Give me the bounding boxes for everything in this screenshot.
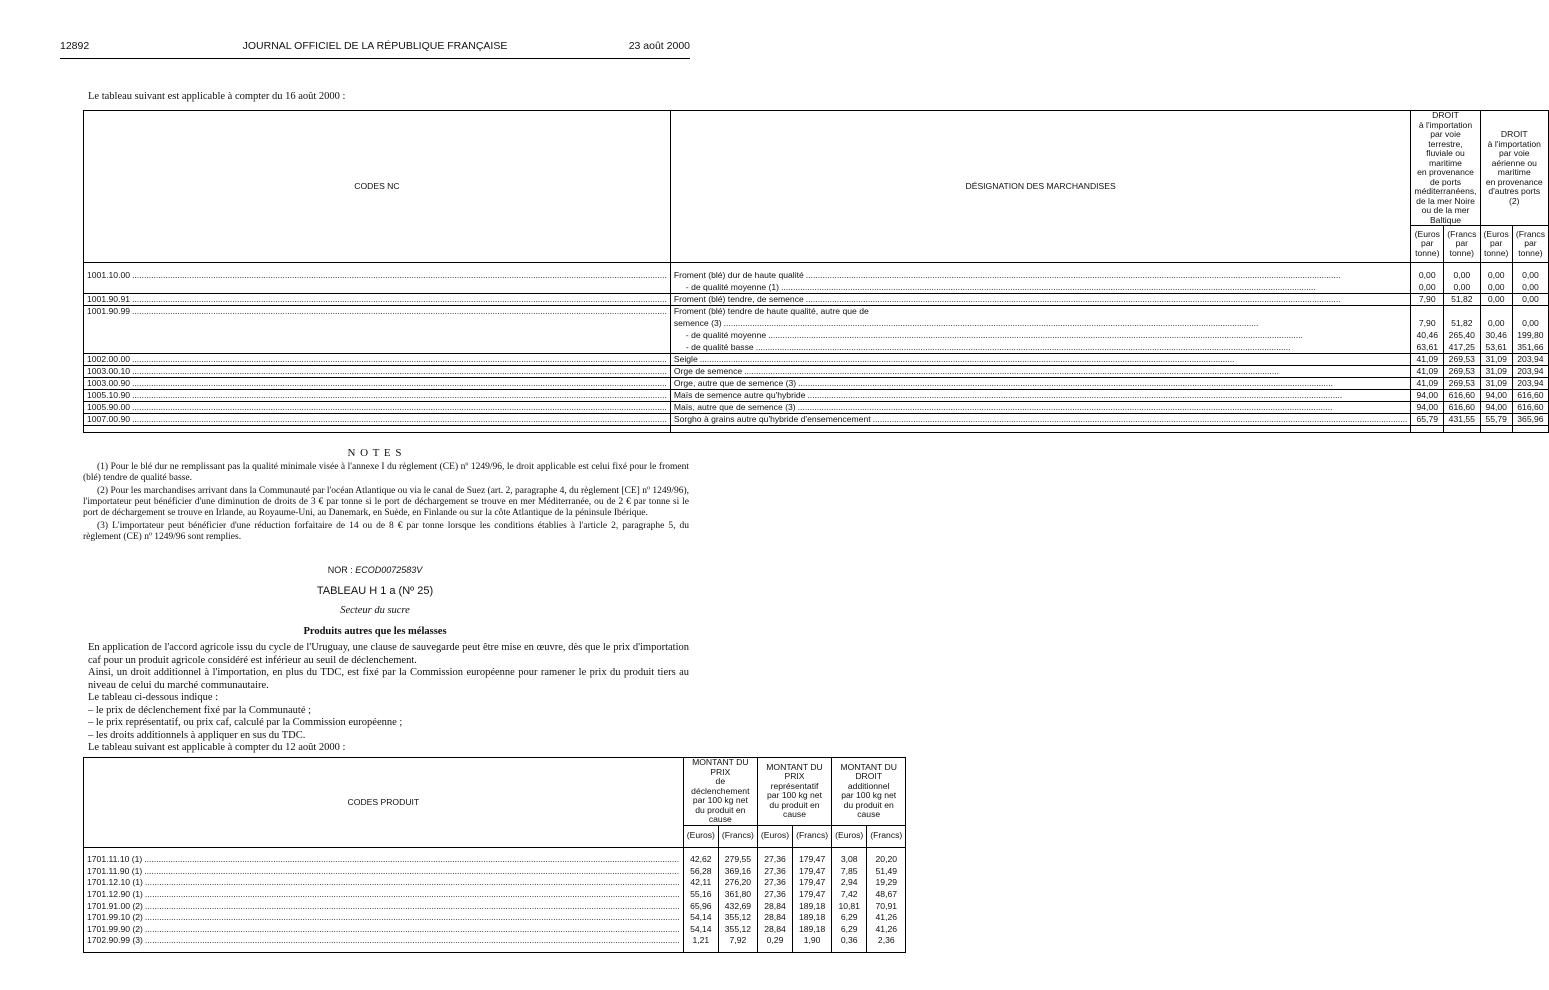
duty-value: 41,09 [1411,377,1444,389]
duty-value: 203,94 [1512,353,1548,365]
nc-code: 1001.10.00 [87,270,131,280]
tableau-title: TABLEAU H 1 a (Nº 25) [316,585,434,597]
header-line: additionnel [847,780,890,791]
sugar-prices-table [83,757,906,953]
duty-value: 30,46 [1480,329,1512,341]
duty-value: 0,00 [1512,281,1548,293]
duty-value: 0,00 [1512,317,1548,329]
duty-value: 0,00 [1444,269,1480,281]
duty-value: 65,79 [1411,413,1444,425]
header-line: (Euros [1414,228,1440,239]
price-value: 179,47 [793,854,832,866]
designation: - de qualité moyenne [685,330,767,340]
price-value: 179,47 [793,877,832,889]
duty-value: 0,00 [1480,269,1512,281]
designation: Froment (blé) dur de haute qualité [673,270,804,280]
duty-value: 40,46 [1411,329,1444,341]
duty-value: 365,96 [1512,413,1548,425]
note-3: (3) L'importateur peut bénéficier d'une réduction forfaitaire de 14 ou de 8 € par tonne lorsque les conditions établies à l'article 2, paragraphe 5, du règlement (CE) nº 1249/96 sont remplies. [83,521,689,542]
nc-code-cell [84,329,671,341]
duty-value: 94,00 [1480,389,1512,401]
header-line: en provenance de ports [1417,167,1474,187]
note-1: (1) Pour le blé dur ne remplissant pas la qualité minimale visée à l'annexe I du règlement (CE) nº 1249/96, le droit applicable est celui fixé pour le froment (blé) tendre de qualité basse. [83,462,689,483]
table-row [84,900,906,912]
col-header-codes: CODES NC [84,111,671,263]
table-row [84,365,1549,377]
nc-code-cell [84,365,671,377]
table-row [84,281,1549,293]
designation-cell [670,305,1411,317]
table-row [84,865,906,877]
page-header [60,40,690,54]
nc-code: 1003.00.10 [87,366,131,376]
header-line: en provenance [1485,176,1543,187]
notes-block [83,462,689,543]
nc-code-cell [84,389,671,401]
table-row [84,305,1549,317]
nc-code: 1002.00.00 [87,354,131,364]
col-header-francs: (Francs) [718,825,757,847]
product-code: 1701.12.10 (1) [87,877,143,888]
duty-value: 351,66 [1512,341,1548,353]
price-value: 1,90 [793,935,832,947]
price-value: 1,21 [683,935,718,947]
table-row [84,923,906,935]
product-code: 1701.12.90 (1) [87,889,143,900]
price-value: 2,36 [867,935,906,947]
price-value: 189,18 [793,900,832,912]
col-group-additional-duty [832,758,906,826]
header-line: méditerranéens, [1414,186,1477,196]
header-line: MONTANT DU DROIT [840,761,897,782]
price-value: 20,20 [867,854,906,866]
table2-intro: Le tableau suivant est applicable à compter du 12 août 2000 : [88,742,346,753]
duty-value: 269,53 [1444,365,1480,377]
header-line: (Euros [1483,228,1509,239]
header-line: terrestre, fluviale ou maritime [1426,138,1465,168]
nc-code-cell [84,293,671,305]
duty-value [1444,305,1480,317]
header-line: du produit en cause [769,799,820,820]
duty-value: 417,25 [1444,341,1480,353]
price-value: 2,94 [832,877,867,889]
duty-value: 31,09 [1480,353,1512,365]
price-value: 65,96 [683,900,718,912]
price-value: 361,80 [718,888,757,900]
nc-code-cell [84,401,671,413]
duty-value: 269,53 [1444,353,1480,365]
duty-value: 51,82 [1444,317,1480,329]
price-value: 355,12 [718,923,757,935]
col-header-francs [1444,226,1480,263]
nc-code: 1001.90.91 [87,294,131,304]
designation: Orge de semence [673,366,743,376]
col-header-francs: (Francs) [867,825,906,847]
price-value: 27,36 [757,865,792,877]
header-line: MONTANT DU PRIX [766,761,823,782]
products-title: Produits autres que les mélasses [303,626,447,637]
price-value: 179,47 [793,888,832,900]
price-value: 19,29 [867,877,906,889]
product-code-cell [84,854,684,866]
duty-value: 616,60 [1512,401,1548,413]
duty-value: 63,61 [1411,341,1444,353]
header-line: d'autres ports (2) [1488,186,1541,206]
price-value: 276,20 [718,877,757,889]
header-line: (Francs [1515,228,1545,239]
table-row [84,911,906,923]
col-group-mediterranean-ports [1411,111,1480,226]
col-header-designation: DÉSIGNATION DES MARCHANDISES [670,111,1411,263]
col-header-euros: (Euros) [832,825,867,847]
designation: Maïs, autre que de semence (3) [673,402,796,412]
sector-title: Secteur du sucre [340,605,410,616]
table-row [84,377,1549,389]
product-code-cell [84,877,684,889]
duty-value: 203,94 [1512,365,1548,377]
price-value: 7,85 [832,865,867,877]
header-line: représentatif [770,780,819,791]
product-code-cell [84,888,684,900]
price-value: 355,12 [718,911,757,923]
duty-value: 7,90 [1411,293,1444,305]
duty-value: 616,60 [1444,389,1480,401]
duty-value: 0,00 [1512,269,1548,281]
duty-value: 94,00 [1480,401,1512,413]
nor-reference [60,565,690,575]
duty-value: 94,00 [1411,389,1444,401]
header-line: par tonne) [1484,238,1509,258]
bullet-3: – les droits additionnels à appliquer en sus du TDC. [88,729,306,741]
header-line: ou de la mer Baltique [1421,205,1470,225]
table-row [84,413,1549,425]
nc-code-cell [84,281,671,293]
designation: Sorgho à grains autre qu'hybride d'ensemencement [673,414,871,424]
designation: Froment (blé) tendre, de semence [673,294,804,304]
duty-value: 31,09 [1480,365,1512,377]
col-header-euros: (Euros) [683,825,718,847]
price-value: 279,55 [718,854,757,866]
price-value: 7,92 [718,935,757,947]
col-header-euros [1480,226,1512,263]
header-line: DROIT [1432,110,1459,120]
bullet-2: – le prix représentatif, ou prix caf, calculé par la Commission européenne ; [88,717,403,728]
price-value: 3,08 [832,854,867,866]
duty-value: 0,00 [1444,281,1480,293]
table-row [84,401,1549,413]
table-row [84,888,906,900]
nor-label: NOR : [327,565,353,575]
designation: Orge, autre que de semence (3) [673,378,797,388]
product-code-cell [84,935,684,947]
col-header-euros [1411,226,1444,263]
designation-cell [670,269,1411,281]
designation-cell [670,401,1411,413]
designation-cell [670,389,1411,401]
header-rule [60,58,690,59]
product-code: 1701.99.10 (2) [87,912,143,923]
header-line: (Francs [1447,228,1477,239]
header-line: DROIT [1500,129,1528,139]
spacer-row [84,946,906,953]
nc-code: 1003.00.90 [87,378,131,388]
price-value: 189,18 [793,923,832,935]
product-code: 1701.91.00 (2) [87,900,143,911]
price-value: 42,62 [683,854,718,866]
duty-value: 0,00 [1480,293,1512,305]
paragraph-2: Ainsi, un droit additionnel à l'importation, en plus du TDC, est fixé par la Commission européenne pour ramener le prix du produit tiers au niveau de celui du marché communautaire. [88,667,689,691]
designation-cell [670,413,1411,425]
product-code: 1701.99.90 (2) [87,923,143,934]
designation-cell [670,329,1411,341]
designation: - de qualité basse [685,341,754,352]
designation-cell [670,353,1411,365]
price-value: 6,29 [832,923,867,935]
designation: Seigle [673,354,698,364]
price-value: 6,29 [832,911,867,923]
duty-value: 0,00 [1480,317,1512,329]
nc-code-cell [84,341,671,353]
nc-code: 1005.10.90 [87,390,131,400]
designation-cell [670,281,1411,293]
product-code-cell [84,911,684,923]
header-line: par 100 kg net [767,790,822,801]
price-value: 48,67 [867,888,906,900]
price-value: 28,84 [757,923,792,935]
price-value: 41,26 [867,923,906,935]
designation-cell [670,377,1411,389]
header-line: de déclenchement [691,776,750,796]
duty-value: 51,82 [1444,293,1480,305]
header-line: par 100 kg net [841,790,897,801]
table-row [84,293,1549,305]
col-group-trigger-price [683,758,757,826]
header-line: de la mer Noire [1416,195,1475,206]
nc-code-cell [84,305,671,317]
price-value: 7,42 [832,888,867,900]
header-line: à l'importation par voie [1418,119,1473,139]
table-row [84,877,906,889]
price-value: 28,84 [757,911,792,923]
table-row [84,353,1549,365]
price-value: 189,18 [793,911,832,923]
duty-value: 53,61 [1480,341,1512,353]
designation-cell [670,365,1411,377]
duty-value: 31,09 [1480,377,1512,389]
price-value: 51,49 [867,865,906,877]
duty-value: 0,00 [1512,293,1548,305]
price-value: 432,69 [718,900,757,912]
duty-value: 41,09 [1411,353,1444,365]
designation-cell [670,341,1411,353]
nc-code: 1005.90.00 [87,402,131,412]
col-header-francs [1512,226,1548,263]
product-code-cell [84,923,684,935]
product-code-cell [84,900,684,912]
price-value: 70,91 [867,900,906,912]
bullet-1: – le prix de déclenchement fixé par la Communauté ; [88,704,312,716]
price-value: 27,36 [757,888,792,900]
import-duties-table [83,110,1549,433]
col-header-euros: (Euros) [757,825,792,847]
price-value: 27,36 [757,877,792,889]
duty-value [1411,305,1444,317]
duty-value: 616,60 [1512,389,1548,401]
col-group-representative-price [757,758,831,826]
nc-code-cell [84,269,671,281]
price-value: 0,36 [832,935,867,947]
header-line: par tonne) [1449,238,1474,258]
duty-value: 431,55 [1444,413,1480,425]
table-row [84,269,1549,281]
table-row [84,329,1549,341]
col-header-francs: (Francs) [793,825,832,847]
table-row [84,854,906,866]
table-row [84,389,1549,401]
price-value: 55,16 [683,888,718,900]
price-value: 41,26 [867,911,906,923]
price-value: 28,84 [757,900,792,912]
nor-code: ECOD0072583V [355,565,423,575]
product-code-cell [84,865,684,877]
nc-code-cell [84,353,671,365]
duty-value: 265,40 [1444,329,1480,341]
notes-title: N O T E S [347,447,403,459]
header-line: par tonne) [1518,238,1543,258]
duty-value [1480,305,1512,317]
price-value: 179,47 [793,865,832,877]
header-line: MONTANT DU PRIX [692,757,749,777]
header-line: du produit en cause [843,799,894,820]
issue-date: 23 août 2000 [628,40,690,52]
col-group-other-ports [1480,111,1548,226]
nc-code-cell [84,317,671,329]
duty-value: 55,79 [1480,413,1512,425]
designation: Maïs de semence autre qu'hybride [673,390,806,400]
price-value: 42,11 [683,877,718,889]
journal-title: JOURNAL OFFICIEL DE LA RÉPUBLIQUE FRANÇAISE [242,40,508,52]
designation: semence (3) [673,318,722,328]
table-row [84,935,906,947]
designation: Froment (blé) tendre de haute qualité, autre que de [673,306,869,317]
designation-cell [670,293,1411,305]
nc-code-cell [84,377,671,389]
header-line: par 100 kg net [692,795,748,805]
product-code: 1701.11.90 (1) [87,865,143,876]
nc-code: 1001.90.99 [87,306,131,317]
designation-cell [670,317,1411,329]
duty-value: 94,00 [1411,401,1444,413]
table-row [84,317,1549,329]
body-text [88,642,689,755]
header-line: par tonne) [1415,238,1440,258]
duty-value: 41,09 [1411,365,1444,377]
paragraph-1: En application de l'accord agricole issu du cycle de l'Uruguay, une clause de sauvegarde peut être mise en œuvre, dès que le prix d'importation caf pour un produit agricole considéré est inférieur au seuil de déclenchement. [88,642,689,666]
note-2: (2) Pour les marchandises arrivant dans la Communauté par l'océan Atlantique ou via le canal de Suez (art. 2, paragraphe 4, du règlement [CE] nº 1249/96), l'importateur peut bénéficier d'une diminution de droits de 3 € par tonne si le port de déchargement se trouve en mer Méditerranée, ou de 2 € par tonne si le port de déchargement se trouve en Irlande, au Royaume-Uni, au Danemark, en Suède, en Finlande ou sur la côte Atlantique de la péninsule Ibérique. [83,486,689,518]
duty-value: 0,00 [1411,269,1444,281]
table-row [84,341,1549,353]
col-header-product-codes: CODES PRODUIT [84,758,684,848]
price-value: 0,29 [757,935,792,947]
duty-value: 269,53 [1444,377,1480,389]
header-line: à l'importation par voie [1487,138,1541,158]
product-code: 1702.90.99 (3) [87,935,143,946]
price-value: 27,36 [757,854,792,866]
duty-value: 0,00 [1480,281,1512,293]
duty-value: 199,80 [1512,329,1548,341]
duty-value: 0,00 [1411,281,1444,293]
nc-code-cell [84,413,671,425]
designation: - de qualité moyenne (1) [685,281,779,292]
header-line: aérienne ou maritime [1491,157,1537,177]
price-value: 369,16 [718,865,757,877]
nc-code: 1007.00.90 [87,414,131,424]
price-value: 54,14 [683,923,718,935]
duty-value: 616,60 [1444,401,1480,413]
product-code: 1701.11.10 (1) [87,854,143,865]
duty-value [1512,305,1548,317]
price-value: 56,28 [683,865,718,877]
header-line: du produit en cause [695,804,746,824]
list-intro: Le tableau ci-dessous indique : [88,692,219,703]
spacer-row [84,425,1549,432]
duty-value: 203,94 [1512,377,1548,389]
page-number: 12892 [60,40,90,52]
price-value: 54,14 [683,911,718,923]
table1-intro: Le tableau suivant est applicable à compter du 16 août 2000 : [88,91,346,102]
duty-value: 7,90 [1411,317,1444,329]
price-value: 10,81 [832,900,867,912]
